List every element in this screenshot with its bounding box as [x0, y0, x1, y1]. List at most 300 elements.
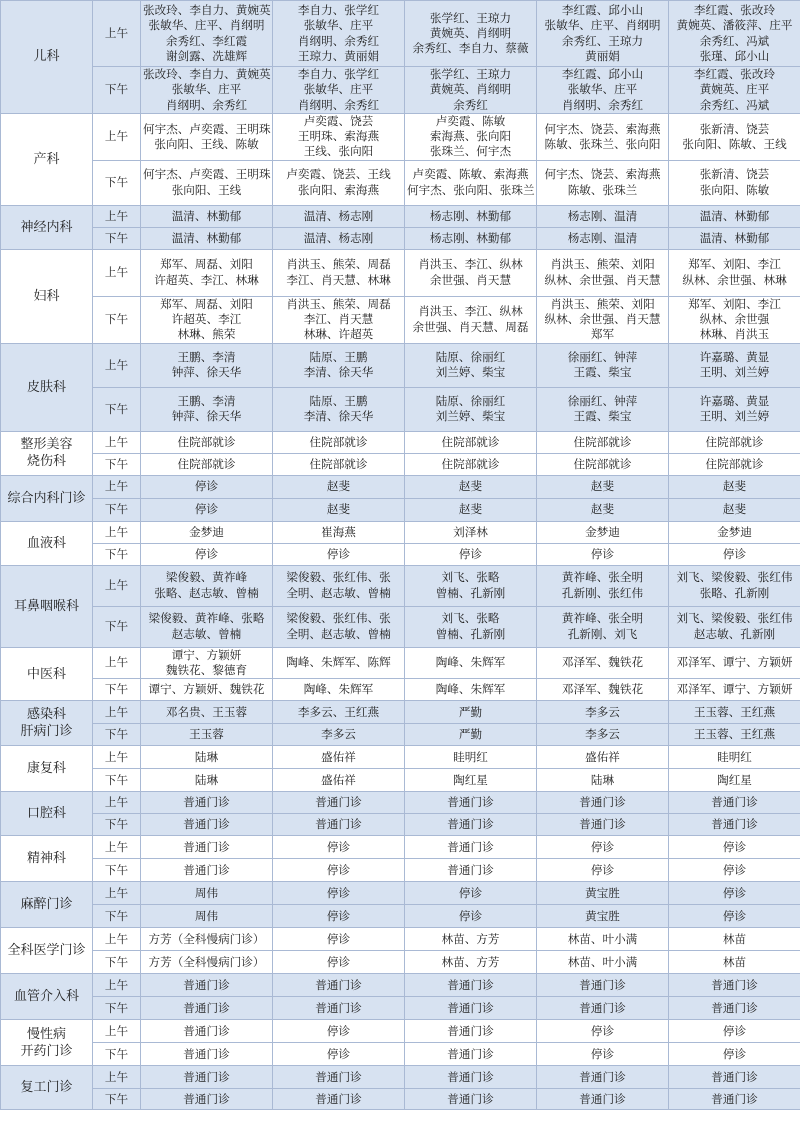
doctor-names: 杨志刚、林勤郁: [429, 230, 512, 245]
department-name: [1, 1020, 93, 1066]
doctor-cell: [537, 205, 669, 227]
doctor-names: 住院部就诊: [309, 434, 368, 449]
department-name-line: 口腔科: [26, 806, 66, 822]
doctor-cell: [405, 205, 537, 227]
doctor-names: 李清、徐天华: [303, 365, 374, 380]
doctor-names: 普通门诊: [447, 1046, 494, 1061]
time-period: 下午: [93, 606, 141, 647]
time-period: 下午: [93, 296, 141, 343]
doctor-names: 张改玲、李自力、黄婉英: [143, 67, 271, 81]
doctor-cell: [405, 521, 537, 543]
doctor-names: 卢奕霞、陈敏、索海燕: [412, 167, 529, 182]
time-period: 上午: [93, 113, 141, 160]
doctor-names: 普通门诊: [579, 795, 626, 810]
doctor-cell: [537, 974, 669, 997]
department-name: [1, 565, 93, 647]
time-period: 下午: [93, 1043, 141, 1066]
doctor-cell: [405, 769, 537, 792]
schedule-row: [1, 769, 800, 792]
doctor-names: 赵斐: [590, 502, 615, 517]
doctor-names: 谭宁、方颖妍: [171, 647, 242, 662]
doctor-names: 停诊: [326, 546, 351, 561]
doctor-names: 许嘉璐、黄显: [699, 349, 770, 364]
doctor-cell: [141, 951, 273, 974]
doctor-cell: [141, 859, 273, 882]
doctor-cell: [141, 205, 273, 227]
doctor-cell: [669, 792, 800, 814]
doctor-cell: [141, 905, 273, 928]
time-period: 上午: [93, 1020, 141, 1043]
doctor-cell: [537, 1089, 669, 1110]
doctor-names: 温清、林勤郁: [699, 230, 770, 245]
schedule-row: [1, 160, 800, 205]
doctor-names: 郑军、周磊、刘阳: [160, 257, 253, 272]
doctor-names: 王玉蓉: [189, 727, 224, 742]
doctor-names: 许超英、李江、林琳: [154, 272, 259, 287]
doctor-cell: [141, 701, 273, 724]
time-period: 上午: [93, 746, 141, 769]
doctor-cell: [405, 343, 537, 387]
doctor-names: 停诊: [326, 908, 351, 923]
doctor-names: 黄婉英、庄平: [699, 82, 770, 97]
schedule-row: [1, 928, 800, 951]
schedule-row: [1, 647, 800, 679]
doctor-names: 普通门诊: [183, 1000, 230, 1015]
doctor-cell: [273, 606, 405, 647]
doctor-names: 陆原、王鹏: [309, 349, 368, 364]
doctor-cell: [405, 974, 537, 997]
doctor-names: 普通门诊: [447, 1069, 494, 1084]
doctor-names: 普通门诊: [711, 977, 758, 992]
schedule-row: [1, 565, 800, 606]
doctor-cell: [537, 606, 669, 647]
schedule-row: [1, 431, 800, 453]
doctor-names: 张瑾、邱小山: [699, 48, 770, 63]
doctor-cell: [405, 475, 537, 498]
doctor-cell: [141, 997, 273, 1020]
doctor-cell: [141, 974, 273, 997]
doctor-cell: [537, 769, 669, 792]
doctor-names: 王霞、柴宝: [573, 409, 632, 424]
doctor-cell: [405, 543, 537, 565]
doctor-names: 张新清、饶芸: [699, 167, 770, 182]
department-name-line: 康复科: [26, 761, 66, 777]
doctor-cell: [669, 296, 800, 343]
doctor-names: 停诊: [722, 1046, 747, 1061]
time-period: 上午: [93, 205, 141, 227]
doctor-cell: [669, 343, 800, 387]
time-period: 下午: [93, 951, 141, 974]
doctor-cell: [669, 453, 800, 475]
doctor-names: 停诊: [326, 954, 351, 969]
department-name-line: 开药门诊: [20, 1043, 73, 1059]
doctor-cell: [537, 814, 669, 836]
doctor-cell: [141, 67, 273, 114]
doctor-names: 眭明红: [717, 749, 752, 764]
time-period: 下午: [93, 769, 141, 792]
doctor-cell: [537, 836, 669, 859]
doctor-cell: [669, 431, 800, 453]
doctor-cell: [273, 836, 405, 859]
doctor-names: 张敏华、庄平: [171, 82, 242, 97]
doctor-cell: [669, 1089, 800, 1110]
doctor-names: 刘兰婷、柴宝: [435, 409, 506, 424]
doctor-cell: [273, 343, 405, 387]
doctor-names: 普通门诊: [183, 862, 230, 877]
doctor-names: 停诊: [722, 839, 747, 854]
doctor-names: 谭宁、方颖妍、魏铁花: [148, 682, 265, 697]
department-name-line: 皮肤科: [26, 379, 66, 395]
doctor-names: 赵斐: [722, 502, 747, 517]
doctor-names: 赵斐: [590, 479, 615, 494]
doctor-names: 普通门诊: [711, 795, 758, 810]
doctor-names: 李清、徐天华: [303, 409, 374, 424]
department-name: [1, 836, 93, 882]
time-period: 下午: [93, 859, 141, 882]
doctor-names: 徐丽红、钟萍: [567, 349, 638, 364]
doctor-cell: [537, 859, 669, 882]
doctor-names: 停诊: [458, 546, 483, 561]
doctor-names: 张略、赵志敏、曾楠: [154, 585, 259, 600]
doctor-cell: [273, 1020, 405, 1043]
doctor-cell: [405, 160, 537, 205]
doctor-cell: [669, 701, 800, 724]
doctor-names: 赵斐: [326, 502, 351, 517]
doctor-names: 住院部就诊: [573, 434, 632, 449]
doctor-names: 普通门诊: [183, 795, 230, 810]
doctor-names: 停诊: [194, 502, 219, 517]
schedule-row: [1, 67, 800, 114]
doctor-cell: [141, 814, 273, 836]
schedule-row: [1, 905, 800, 928]
schedule-row: [1, 227, 800, 249]
time-period: 上午: [93, 343, 141, 387]
department-name-line: 烧伤科: [26, 454, 66, 470]
doctor-cell: [273, 431, 405, 453]
doctor-names: 住院部就诊: [705, 434, 764, 449]
doctor-names: 邓泽军、谭宁、方颖妍: [676, 682, 793, 697]
doctor-names: 刘兰婷、柴宝: [435, 365, 506, 380]
doctor-cell: [537, 882, 669, 905]
doctor-names: 停诊: [194, 479, 219, 494]
doctor-names: 李江、肖天慧: [303, 312, 374, 327]
doctor-cell: [141, 746, 273, 769]
doctor-names: 许超英、李江: [171, 312, 242, 327]
department-name-line: 整形美容: [20, 437, 73, 453]
doctor-names: 周伟: [194, 885, 219, 900]
doctor-names: 停诊: [326, 839, 351, 854]
doctor-names: 李多云: [585, 704, 620, 719]
doctor-names: 陆原、王鹏: [309, 393, 368, 408]
doctor-names: 余世强、肖天慧: [429, 272, 512, 287]
doctor-names: 全明、赵志敏、曾楠: [286, 626, 391, 641]
schedule-body: [1, 1, 800, 1110]
doctor-cell: [669, 769, 800, 792]
time-period: 上午: [93, 974, 141, 997]
doctor-names: 赵斐: [458, 502, 483, 517]
department-name-line: 综合内科门诊: [7, 490, 86, 506]
doctor-names: 普通门诊: [447, 817, 494, 832]
doctor-names: 邓名贵、王玉蓉: [165, 704, 248, 719]
doctor-cell: [405, 1020, 537, 1043]
doctor-cell: [669, 249, 800, 296]
doctor-cell: [537, 67, 669, 114]
doctor-cell: [405, 431, 537, 453]
doctor-cell: [537, 997, 669, 1020]
doctor-names: 盛佑祥: [321, 749, 356, 764]
doctor-names: 黄丽娟: [585, 48, 620, 63]
doctor-names: 赵斐: [458, 479, 483, 494]
time-period: 上午: [93, 928, 141, 951]
doctor-names: 曾楠、孔新刚: [435, 585, 506, 600]
doctor-cell: [141, 606, 273, 647]
doctor-names: 何宇杰、张向阳、张珠兰: [407, 182, 535, 197]
doctor-cell: [405, 746, 537, 769]
department-name-line: 血液科: [26, 535, 66, 551]
doctor-cell: [669, 1020, 800, 1043]
doctor-cell: [669, 521, 800, 543]
doctor-cell: [141, 113, 273, 160]
doctor-cell: [405, 882, 537, 905]
doctor-names: 孔新刚、刘飞: [567, 626, 638, 641]
doctor-cell: [273, 498, 405, 521]
doctor-names: 梁俊毅、黄祚峰: [165, 570, 248, 585]
doctor-names: 纵林、余世强: [699, 312, 770, 327]
department-name: [1, 205, 93, 249]
doctor-cell: [273, 113, 405, 160]
doctor-cell: [669, 160, 800, 205]
doctor-cell: [669, 647, 800, 679]
department-name: [1, 343, 93, 431]
doctor-cell: [141, 498, 273, 521]
time-period: 上午: [93, 882, 141, 905]
doctor-cell: [669, 565, 800, 606]
doctor-cell: [141, 227, 273, 249]
doctor-names: 陆琳: [194, 772, 219, 787]
time-period: 上午: [93, 836, 141, 859]
doctor-names: 普通门诊: [183, 839, 230, 854]
time-period: 下午: [93, 227, 141, 249]
doctor-cell: [405, 792, 537, 814]
doctor-cell: [405, 453, 537, 475]
department-name-line: 耳鼻咽喉科: [13, 598, 79, 614]
doctor-cell: [537, 249, 669, 296]
doctor-names: 索海燕、张向阳: [429, 129, 512, 144]
department-name: [1, 882, 93, 928]
doctor-names: 王霞、柴宝: [573, 365, 632, 380]
doctor-names: 黄祚峰、张全明: [561, 611, 644, 626]
doctor-names: 陆琳: [590, 772, 615, 787]
doctor-cell: [669, 1066, 800, 1089]
doctor-names: 张敏华、庄平: [567, 82, 638, 97]
doctor-cell: [537, 951, 669, 974]
doctor-names: 李江、肖天慧、林琳: [286, 272, 391, 287]
doctor-cell: [273, 475, 405, 498]
doctor-names: 眭明红: [453, 749, 488, 764]
doctor-cell: [669, 1043, 800, 1066]
doctor-cell: [273, 951, 405, 974]
time-period: 上午: [93, 792, 141, 814]
doctor-names: 停诊: [590, 1023, 615, 1038]
doctor-names: 陶峰、朱辉军、陈辉: [286, 655, 391, 670]
doctor-cell: [405, 565, 537, 606]
doctor-names: 黄婉英、肖纲明: [429, 82, 512, 97]
doctor-names: 盛佑祥: [585, 749, 620, 764]
doctor-cell: [141, 1, 273, 67]
doctor-cell: [537, 1020, 669, 1043]
doctor-cell: [273, 1089, 405, 1110]
doctor-names: 王明、刘兰婷: [699, 365, 770, 380]
doctor-names: 普通门诊: [447, 1023, 494, 1038]
doctor-cell: [405, 296, 537, 343]
doctor-names: 金梦迪: [585, 524, 620, 539]
doctor-names: 停诊: [326, 1023, 351, 1038]
doctor-names: 林苗: [722, 931, 747, 946]
doctor-names: 王明珠、索海燕: [297, 129, 380, 144]
doctor-names: 卢奕霞、陈敏: [435, 113, 506, 128]
doctor-names: 孔新刚、张红伟: [561, 585, 644, 600]
doctor-names: 张向阳、王线、陈敏: [154, 136, 259, 151]
doctor-names: 王鹏、李清: [177, 393, 236, 408]
doctor-names: 杨志刚、温清: [567, 230, 638, 245]
doctor-names: 余秀红、李自力、蔡薇: [412, 41, 529, 56]
doctor-names: 张敏华、庄平、肖纲明: [544, 18, 661, 33]
schedule-row: [1, 387, 800, 431]
doctor-cell: [537, 1043, 669, 1066]
doctor-cell: [669, 882, 800, 905]
doctor-cell: [273, 296, 405, 343]
doctor-names: 张向阳、陈敏: [699, 182, 770, 197]
department-name-line: 血管介入科: [13, 989, 79, 1005]
doctor-names: 停诊: [722, 885, 747, 900]
doctor-names: 王玉蓉、王红燕: [693, 704, 776, 719]
doctor-names: 刘飞、张略: [441, 570, 500, 585]
doctor-names: 肖洪玉、熊荣、周磊: [286, 296, 391, 311]
doctor-names: 郑军、周磊、刘阳: [160, 296, 253, 311]
doctor-names: 普通门诊: [447, 977, 494, 992]
doctor-cell: [273, 453, 405, 475]
doctor-cell: [405, 67, 537, 114]
doctor-names: 陶红星: [717, 772, 752, 787]
doctor-cell: [141, 296, 273, 343]
doctor-names: 普通门诊: [447, 1091, 494, 1106]
department-name: [1, 113, 93, 205]
doctor-cell: [405, 1066, 537, 1089]
doctor-cell: [537, 498, 669, 521]
doctor-names: 肖纲明、余秀红: [561, 97, 644, 112]
department-name: [1, 928, 93, 974]
schedule-row: [1, 1, 800, 67]
doctor-names: 何宇杰、卢奕霞、王明珠: [143, 167, 271, 182]
doctor-names: 普通门诊: [315, 817, 362, 832]
doctor-cell: [669, 951, 800, 974]
doctor-names: 普通门诊: [183, 1069, 230, 1084]
doctor-cell: [273, 67, 405, 114]
doctor-names: 陈敏、张珠兰、张向阳: [544, 136, 661, 151]
doctor-names: 普通门诊: [315, 977, 362, 992]
doctor-cell: [273, 928, 405, 951]
doctor-names: 普通门诊: [315, 1091, 362, 1106]
doctor-cell: [141, 453, 273, 475]
doctor-names: 温清、杨志刚: [303, 230, 374, 245]
doctor-names: 停诊: [458, 885, 483, 900]
doctor-names: 林琳、熊荣: [177, 327, 236, 342]
doctor-names: 黄宝胜: [585, 885, 620, 900]
doctor-names: 停诊: [722, 862, 747, 877]
doctor-names: 陆琳: [194, 749, 219, 764]
department-name: [1, 746, 93, 792]
doctor-names: 停诊: [722, 1023, 747, 1038]
doctor-cell: [273, 1, 405, 67]
doctor-cell: [669, 67, 800, 114]
department-name: [1, 249, 93, 343]
doctor-cell: [669, 387, 800, 431]
doctor-cell: [537, 905, 669, 928]
doctor-names: 梁俊毅、张红伟、张: [286, 570, 391, 585]
doctor-names: 张向阳、索海燕: [297, 182, 380, 197]
doctor-names: 钟萍、徐天华: [171, 365, 242, 380]
doctor-cell: [141, 431, 273, 453]
doctor-cell: [141, 1020, 273, 1043]
doctor-cell: [273, 974, 405, 997]
doctor-names: 李红霞、张改玲: [693, 67, 776, 81]
department-name-line: 中医科: [26, 666, 66, 682]
doctor-cell: [273, 565, 405, 606]
department-name-line: 妇科: [33, 288, 60, 304]
doctor-names: 停诊: [194, 546, 219, 561]
schedule-row: [1, 453, 800, 475]
doctor-cell: [405, 606, 537, 647]
schedule-row: [1, 1020, 800, 1043]
department-name: [1, 431, 93, 475]
doctor-names: 停诊: [326, 862, 351, 877]
doctor-names: 王玉蓉、王红燕: [693, 727, 776, 742]
doctor-names: 李自力、张学红: [297, 67, 380, 81]
doctor-cell: [273, 227, 405, 249]
doctor-cell: [669, 1, 800, 67]
doctor-names: 普通门诊: [447, 795, 494, 810]
doctor-cell: [405, 227, 537, 249]
doctor-cell: [273, 724, 405, 746]
doctor-names: 纵林、余世强、肖天慧: [544, 312, 661, 327]
doctor-names: 普通门诊: [711, 1000, 758, 1015]
doctor-cell: [537, 387, 669, 431]
doctor-names: 何宇杰、卢奕霞、王明珠: [143, 121, 271, 136]
doctor-names: 普通门诊: [711, 1069, 758, 1084]
schedule-row: [1, 498, 800, 521]
doctor-cell: [669, 814, 800, 836]
time-period: 上午: [93, 521, 141, 543]
time-period: 下午: [93, 498, 141, 521]
doctor-names: 余秀红、李红霞: [165, 33, 248, 48]
doctor-names: 肖洪玉、熊荣、周磊: [286, 257, 391, 272]
doctor-names: 普通门诊: [447, 839, 494, 854]
doctor-names: 谢剑露、冼雄辉: [165, 48, 248, 63]
time-period: 上午: [93, 701, 141, 724]
doctor-names: 张向阳、陈敏、王线: [682, 136, 787, 151]
doctor-cell: [537, 701, 669, 724]
doctor-cell: [537, 113, 669, 160]
schedule-row: [1, 113, 800, 160]
schedule-row: [1, 679, 800, 701]
department-name-line: 神经内科: [20, 219, 73, 235]
schedule-row: [1, 859, 800, 882]
time-period: 下午: [93, 543, 141, 565]
doctor-names: 何宇杰、饶芸、索海燕: [544, 167, 661, 182]
doctor-names: 张敏华、庄平: [303, 82, 374, 97]
doctor-names: 张珠兰、何宇杰: [429, 144, 512, 159]
doctor-cell: [141, 769, 273, 792]
